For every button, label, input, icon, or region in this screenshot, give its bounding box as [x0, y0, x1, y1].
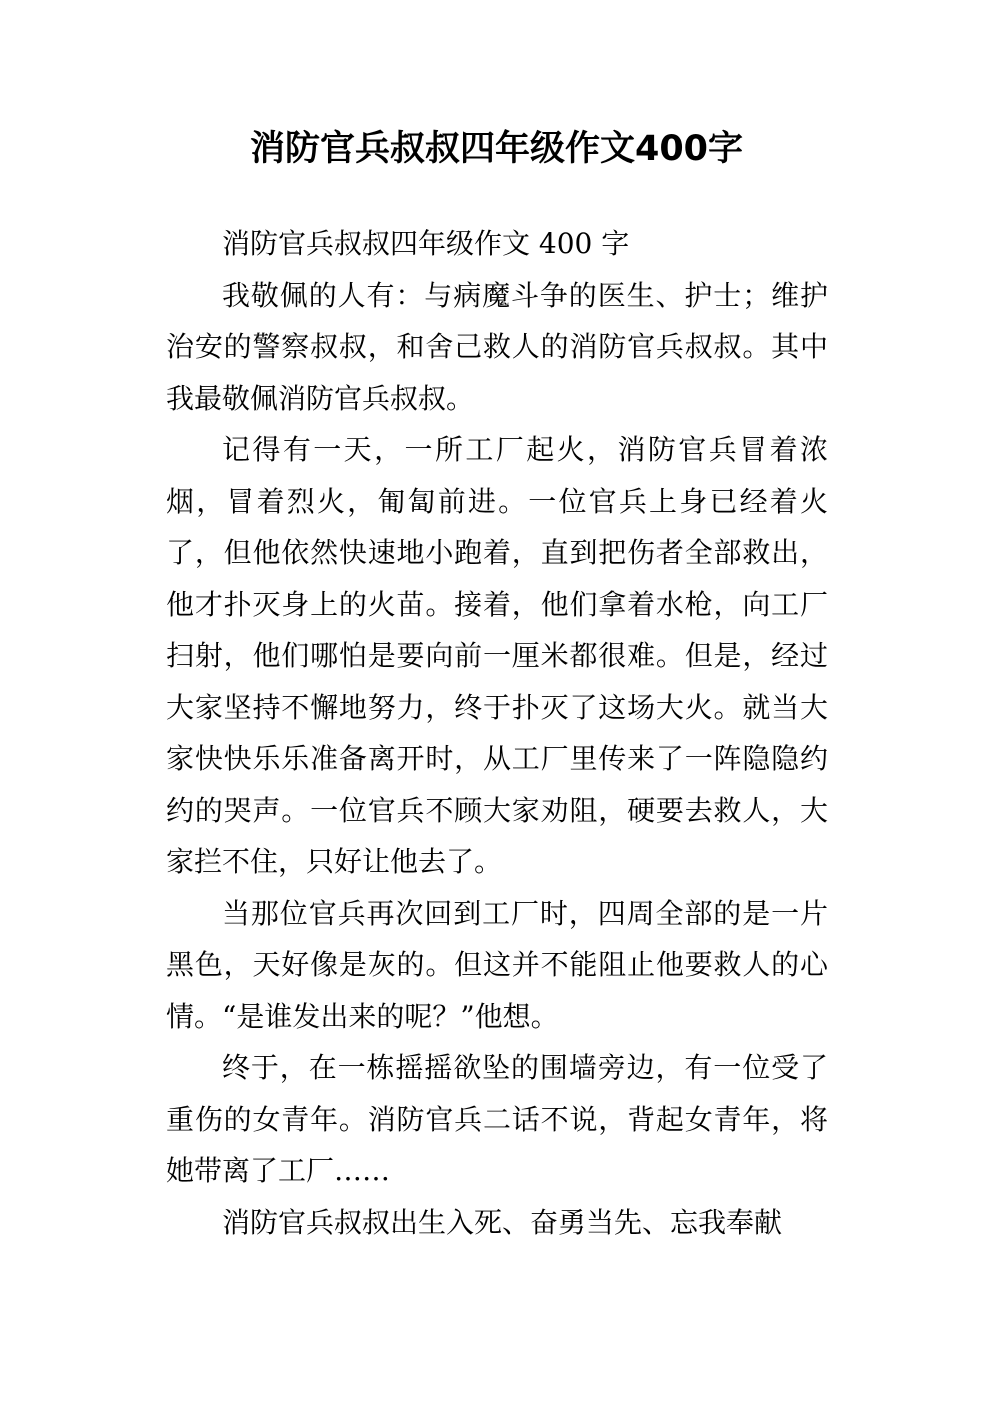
document-title: 消防官兵叔叔四年级作文400字 — [249, 129, 744, 169]
paragraph-conclusion: 消防官兵叔叔出生入死、奋勇当先、忘我奉献 — [222, 1205, 783, 1239]
paragraph-rescue-woman: 终于，在一栋摇摇欲坠的围墙旁边，有一位受了重伤的女青年。消防官兵二话不说，背起女青年，将她带离了工厂…… — [166, 1051, 828, 1187]
paragraph-admired-people: 我敬佩的人有：与病魔斗争的医生、护士；维护治安的警察叔叔，和舍己救人的消防官兵叔叔。其中我最敬佩消防官兵叔叔。 — [166, 278, 828, 415]
paragraph-subtitle: 消防官兵叔叔四年级作文 400 字 — [222, 227, 630, 260]
document-body — [166, 218, 828, 1248]
paragraph-return-to-factory: 当那位官兵再次回到工厂时，四周全部的是一片黑色，天好像是灰的。但这并不能阻止他要救人的心情。“是谁发出来的呢？”他想。 — [166, 896, 828, 1033]
paragraph-factory-fire: 记得有一天，一所工厂起火，消防官兵冒着浓烟，冒着烈火，匍匐前进。一位官兵上身已经着火了，但他依然快速地小跑着，直到把伤者全部救出，他才扑灭身上的火苗。接着，他们拿着水枪，向工厂扫射，他们哪怕是要向前一厘米都很难。但是，经过大家坚持不懈地努力，终于扑灭了这场大火。就当大家快快乐乐准备离开时，从工厂里传来了一阵隐隐约约的哭声。一位官兵不顾大家劝阻，硬要去救人，大家拦不住，只好让他去了。 — [166, 433, 828, 878]
